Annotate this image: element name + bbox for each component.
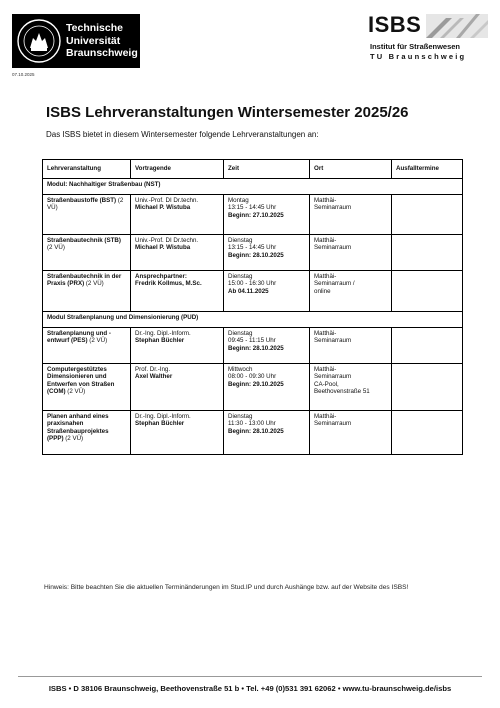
course-name: Straßenplanung und -entwurf (PES): [47, 329, 111, 345]
time-day: Dienstag: [228, 272, 253, 280]
document-date: 07.10.2025: [12, 72, 35, 77]
lecturer-name: Fredrik Kollmus, M.Sc.: [135, 280, 202, 288]
column-header: Ausfalltermine: [392, 160, 463, 179]
place-line: Seminarraum: [314, 204, 352, 212]
cancellation-cell: [392, 235, 463, 271]
table-row: [43, 271, 463, 312]
course-cell: [43, 195, 131, 235]
module-title: Modul Straßenplanung und Dimensionierung (PUD): [43, 312, 463, 328]
time-cell: [224, 411, 310, 455]
table-row: [43, 364, 463, 411]
time-day: Mittwoch: [228, 365, 253, 373]
cancellation-cell: [392, 328, 463, 364]
page-title: ISBS Lehrveranstaltungen Wintersemester 2025/26: [46, 104, 409, 121]
course-type: (2 VÜ): [65, 388, 86, 396]
table-row: [43, 195, 463, 235]
isbs-institute-name: Institut für Straßenwesen: [370, 42, 461, 51]
column-header: Ort: [310, 160, 392, 179]
cancellation-cell: [392, 411, 463, 455]
time-range: 09:45 - 11:15 Uhr: [228, 337, 276, 345]
time-range: 13:15 - 14:45 Uhr: [228, 204, 277, 212]
course-cell: [43, 364, 131, 411]
course-cell: [43, 235, 131, 271]
time-start: Beginn: 28.10.2025: [228, 427, 284, 435]
tu-braunschweig-logo: [12, 14, 140, 68]
place-line: Seminarraum: [314, 244, 352, 252]
time-range: 08:00 - 09:30 Uhr: [228, 373, 277, 381]
place-cell: [310, 411, 392, 455]
time-start: Beginn: 28.10.2025: [228, 251, 284, 259]
place-line: Seminarraum /: [314, 280, 355, 288]
course-cell: [43, 411, 131, 455]
time-cell: [224, 195, 310, 235]
lecturer-name: Stephan Büchler: [135, 420, 185, 428]
course-type: (2 VÜ): [47, 244, 65, 252]
table-row: [43, 328, 463, 364]
place-line: Beethovenstraße 51: [314, 388, 370, 396]
cancellation-cell: [392, 195, 463, 235]
tu-seal-icon: [16, 18, 62, 64]
lecturer-cell: [131, 271, 224, 312]
time-cell: [224, 364, 310, 411]
table-row: [43, 235, 463, 271]
course-name: Straßenbaustoffe (BST): [47, 196, 117, 204]
lecturer-title: Prof. Dr.-Ing.: [135, 365, 171, 373]
lecturer-title: Dr.-Ing. Dipl.-Inform.: [135, 412, 191, 420]
time-start: Beginn: 28.10.2025: [228, 344, 284, 352]
courses-table: [42, 159, 463, 455]
lecturer-cell: [131, 195, 224, 235]
isbs-university-name: TU Braunschweig: [370, 52, 467, 61]
time-cell: [224, 328, 310, 364]
place-line: Matthäi-: [314, 329, 337, 337]
place-cell: [310, 195, 392, 235]
lecturer-name: Axel Walther: [135, 373, 173, 381]
time-day: Dienstag: [228, 236, 253, 244]
lecturer-name: Stephan Büchler: [135, 337, 185, 345]
isbs-logo: [368, 12, 492, 60]
course-name: Straßenbautechnik in der Praxis (PRX): [47, 272, 122, 288]
time-day: Dienstag: [228, 329, 253, 337]
tu-logo-text: [66, 22, 138, 60]
place-cell: [310, 271, 392, 312]
time-start: Ab 04.11.2025: [228, 287, 269, 295]
course-name: Straßenbautechnik (STB): [47, 236, 121, 244]
cancellation-cell: [392, 271, 463, 312]
course-cell: [43, 328, 131, 364]
table-row: [43, 411, 463, 455]
time-day: Montag: [228, 196, 249, 204]
column-header: Vortragende: [131, 160, 224, 179]
column-header: Lehrveranstaltung: [43, 160, 131, 179]
course-type: (2 VÜ): [87, 337, 108, 345]
course-cell: [43, 271, 131, 312]
lecturer-title: Ansprechpartner:: [135, 272, 187, 280]
lecturer-title: Univ.-Prof. DI Dr.techn.: [135, 236, 199, 244]
place-line: Matthäi-: [314, 365, 337, 373]
table-header-row: [43, 160, 463, 179]
time-start: Beginn: 27.10.2025: [228, 211, 284, 219]
lecturer-name: Michael P. Wistuba: [135, 204, 191, 212]
time-cell: [224, 235, 310, 271]
time-cell: [224, 271, 310, 312]
time-range: 13:15 - 14:45 Uhr: [228, 244, 277, 252]
tu-logo-line: Technische: [66, 22, 123, 34]
course-name: Planen anhand eines praxisnahen Straßenbauprojektes (PPP): [47, 412, 109, 443]
place-cell: [310, 364, 392, 411]
lecturer-cell: [131, 411, 224, 455]
footer-divider: [18, 676, 482, 677]
place-line: Matthäi-: [314, 196, 337, 204]
place-line: online: [314, 287, 331, 295]
lecturer-cell: [131, 328, 224, 364]
isbs-logo-graphic-icon: [426, 14, 488, 38]
cancellation-cell: [392, 364, 463, 411]
place-line: Matthäi-: [314, 236, 337, 244]
place-line: Matthäi-: [314, 272, 337, 280]
column-header: Zeit: [224, 160, 310, 179]
hint-text: Hinweis: Bitte beachten Sie die aktuellen Terminänderungen im Stud.IP und durch Aushänge bzw. auf der Website des ISBS!: [44, 584, 409, 591]
course-name: Computergestütztes Dimensionieren und Entwerfen von Straßen (COM): [47, 365, 115, 396]
tu-logo-line: Braunschweig: [66, 47, 138, 59]
course-type: (2 VÜ): [47, 196, 124, 212]
time-range: 11:30 - 13:00 Uhr: [228, 420, 276, 428]
place-cell: [310, 235, 392, 271]
place-line: CA-Pool,: [314, 380, 339, 388]
module-row: [43, 312, 463, 328]
place-line: Seminarraum: [314, 420, 352, 428]
time-start: Beginn: 29.10.2025: [228, 380, 284, 388]
place-line: Seminarraum: [314, 337, 352, 345]
tu-logo-line: Universität: [66, 34, 121, 47]
course-type: (2 VÜ): [63, 435, 84, 443]
lecturer-cell: [131, 235, 224, 271]
lecturer-name: Michael P. Wistuba: [135, 244, 191, 252]
isbs-logo-word: ISBS: [368, 12, 422, 37]
time-range: 15:00 - 16:30 Uhr: [228, 280, 277, 288]
place-cell: [310, 328, 392, 364]
lecturer-title: Univ.-Prof. DI Dr.techn.: [135, 196, 199, 204]
footer-contact: ISBS • D 38106 Braunschweig, Beethovenstraße 51 b • Tel. +49 (0)531 391 62062 • www.tu-braunschweig.de/isbs: [48, 684, 452, 693]
place-line: Matthäi-: [314, 412, 337, 420]
lecturer-cell: [131, 364, 224, 411]
module-title: Modul: Nachhaltiger Straßenbau (NST): [43, 179, 463, 195]
module-row: [43, 179, 463, 195]
lecturer-title: Dr.-Ing. Dipl.-Inform.: [135, 329, 191, 337]
time-day: Dienstag: [228, 412, 253, 420]
intro-text: Das ISBS bietet in diesem Wintersemester folgende Lehrveranstaltungen an:: [46, 130, 319, 139]
course-type: (2 VÜ): [84, 280, 104, 288]
place-line: Seminarraum: [314, 373, 352, 381]
